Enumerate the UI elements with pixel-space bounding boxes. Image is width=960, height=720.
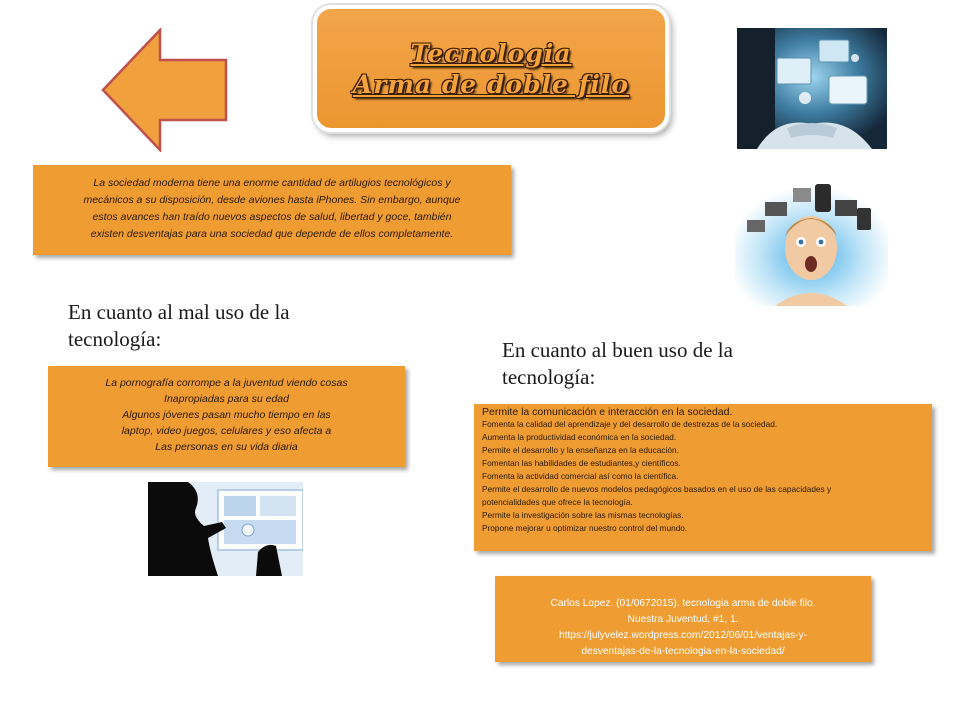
- good-use-item: Fomenta la actividad comercial así como la científica.: [482, 471, 679, 481]
- intro-line: existen desventajas para una sociedad que depende de ellos completamente.: [90, 228, 454, 240]
- intro-line: mecánicos a su disposición, desde aviones hasta iPhones. Sin embargo, aunque: [83, 194, 461, 206]
- intro-text-box: [33, 165, 511, 255]
- title-line1: Tecnologia: [410, 38, 572, 68]
- tech-hands-image: [737, 28, 887, 149]
- good-use-item: Fomentan las habilidades de estudiantes,y científicos.: [482, 458, 681, 468]
- good-use-item: Propone mejorar u optimizar nuestro control del mundo.: [482, 523, 688, 533]
- good-use-box: [474, 404, 932, 551]
- citation-line: Nuestra Juventud, #1, 1.: [627, 614, 739, 625]
- citation-url-line[interactable]: https://julyvelez.wordpress.com/2012/06/01/ventajas-y-: [558, 630, 808, 641]
- bad-use-heading: [68, 299, 368, 353]
- good-use-item: potencialidades que ofrece la tecnología.: [482, 497, 633, 507]
- good-use-item: Permite el desarrollo y la enseñanza en la educación.: [482, 445, 679, 455]
- bad-use-line: laptop, video juegos, celulares y eso afecta a: [121, 425, 332, 437]
- bad-use-line: La pornografía corrompe a la juventud viendo cosas: [105, 377, 348, 389]
- intro-line: estos avances han traído nuevos aspectos de salud, libertad y goce, también: [92, 211, 452, 223]
- good-use-item: Permite el desarrollo de nuevos modelos pedagógicos basados en el uso de las capacidades y: [482, 484, 832, 494]
- bad-use-heading-line1: En cuanto al mal uso de la: [68, 300, 290, 324]
- bad-use-line: Las personas en su vida diaria: [155, 441, 298, 453]
- good-use-item: Fomenta la calidad del aprendizaje y del desarrollo de destrezas de la sociedad.: [482, 419, 778, 429]
- title-line2: Arma de doble filo: [352, 69, 630, 99]
- bad-use-box: [48, 366, 405, 467]
- good-use-first-item: Permite la comunicación e interacción en la sociedad.: [482, 406, 733, 418]
- good-use-item: Aumenta la productividad económica en la sociedad.: [482, 432, 677, 442]
- bad-use-heading-line2: tecnología:: [68, 327, 162, 351]
- good-use-heading: [502, 337, 822, 391]
- silhouette-touchscreen-image: [148, 482, 303, 576]
- surprised-man-image: [735, 180, 888, 306]
- good-use-item: Permite la investigación sobre las mismas tecnologías.: [482, 510, 684, 520]
- back-arrow-icon[interactable]: [100, 28, 230, 152]
- bad-use-line: Algunos jóvenes pasan mucho tiempo en las: [122, 409, 331, 421]
- good-use-heading-line2: tecnología:: [502, 365, 596, 389]
- good-use-heading-line1: En cuanto al buen uso de la: [502, 338, 733, 362]
- citation-line: Carlos Lopez. (01/0672015). tecnologia arma de doble filo.: [550, 598, 816, 609]
- bad-use-line: Inapropiadas para su edad: [164, 393, 289, 405]
- citation-url-line[interactable]: desventajas-de-la-tecnologia-en-la-sociedad/: [581, 646, 785, 657]
- intro-line: La sociedad moderna tiene una enorme cantidad de artilugios tecnológicos y: [93, 177, 451, 189]
- citation-box: [495, 576, 871, 662]
- title-box: [313, 5, 669, 132]
